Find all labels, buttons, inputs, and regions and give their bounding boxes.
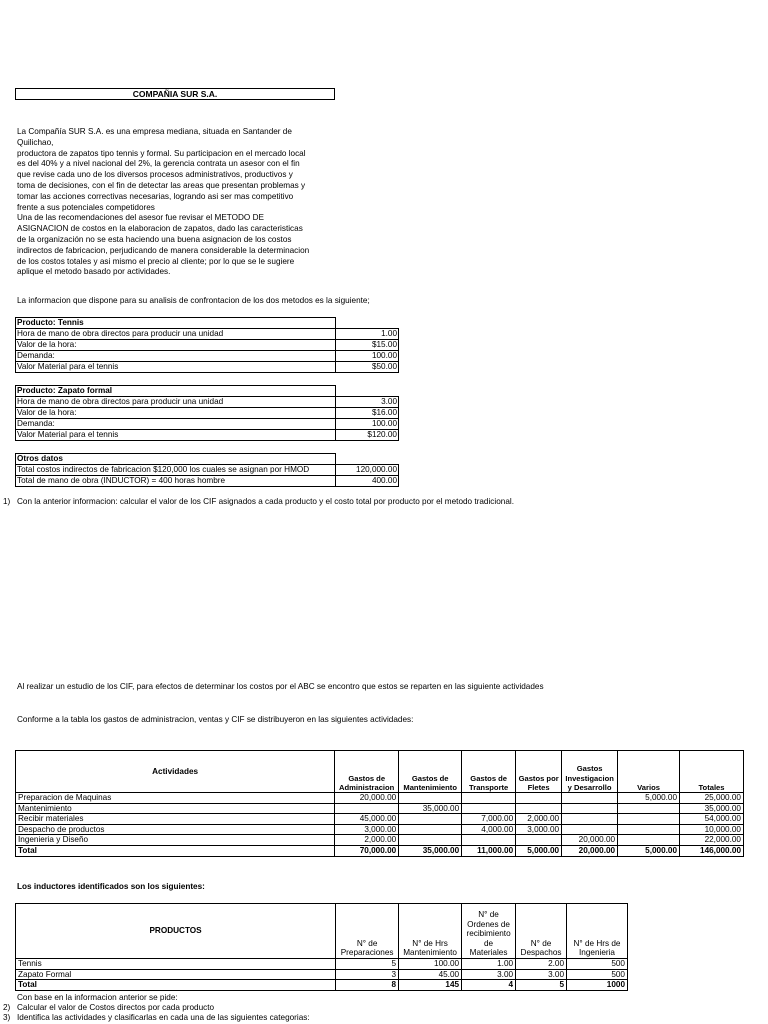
product-total-label: Total (16, 980, 336, 991)
activity-cell: 7,000.00 (462, 814, 516, 825)
abc-line: Al realizar un estudio de los CIF, para efectos de determinar los costos por el ABC se encontro que estos se reparten en las siguiente actividades (17, 682, 544, 691)
activity-total-cell: 70,000.00 (335, 845, 399, 856)
otros-label-cif: Total costos indirectos de fabricacion $120,000 los cuales se asignan por HMOD (16, 465, 336, 476)
formal-label-hmod: Hora de mano de obra directos para producir una unidad (16, 397, 336, 408)
intro-paragraph (17, 127, 309, 278)
product-cell: 3 (336, 969, 399, 980)
product-total-cell: 5 (516, 980, 567, 991)
activity-cell: 2,000.00 (335, 835, 399, 846)
intro-line: La Compañía SUR S.A. es una empresa mediana, situada en Santander de (17, 127, 292, 136)
product-cell: 500 (567, 969, 628, 980)
intro-line: toma de decisiones, con el fin de detectar las areas que presentan problemas y (17, 180, 306, 190)
activity-cell (618, 835, 680, 846)
product-total-row (16, 980, 628, 991)
product-cell: 500 (567, 959, 628, 970)
footer-line-text: Calcular el valor de Costos directos por cada producto (17, 1003, 215, 1012)
tennis-label-hmod: Hora de mano de obra directos para producir una unidad (16, 329, 336, 340)
formal-value-demanda: 100.00 (336, 419, 399, 430)
otros-header: Otros datos (16, 454, 336, 465)
activity-cell (618, 824, 680, 835)
activity-row (16, 793, 744, 804)
activity-cell: 3,000.00 (335, 824, 399, 835)
product-cell: 2.00 (516, 959, 567, 970)
otros-value-inductor: 400.00 (336, 476, 399, 487)
product-total-cell: 1000 (567, 980, 628, 991)
activity-cell (516, 835, 562, 846)
company-title: COMPAÑIA SUR S.A. (15, 88, 335, 100)
formal-header: Producto: Zapato formal (16, 386, 336, 397)
product-name: Tennis (16, 959, 336, 970)
tennis-label-material: Valor Material para el tennis (16, 362, 336, 373)
activity-cell (399, 835, 462, 846)
intro-line: que revise cada uno de los diversos procesos administrativos, productivos y (17, 170, 293, 180)
formal-value-hmod: 3.00 (336, 397, 399, 408)
product-total-cell: 145 (399, 980, 462, 991)
activity-cell (562, 793, 618, 804)
activity-cell: 54,000.00 (680, 814, 744, 825)
intro-line: Una de las recomendaciones del asesor fue revisar el METODO DE (17, 213, 264, 223)
activity-cell: 2,000.00 (516, 814, 562, 825)
formal-label-hora: Valor de la hora: (16, 408, 336, 419)
activity-name: Ingenieria y Diseño (16, 835, 335, 846)
activities-header-totales: Totales (680, 751, 744, 793)
intro-line: de los costos totales y asi mismo el precio al cliente; por lo que se le sugiere (17, 256, 295, 266)
activity-name: Mantenimiento (16, 803, 335, 814)
intro-line: indirectos de fabricacion, perjudicando de manera considerable la determinacion (17, 245, 310, 255)
activity-cell (618, 814, 680, 825)
products-header-mantenimiento: N° de Hrs Mantenimiento (399, 904, 462, 959)
info-line: La informacion que dispone para su analisis de confrontacion de los dos metodos es la siguiente; (17, 296, 370, 305)
footer-line-text: Identifica las actividades y clasificarlas en cada una de las siguientes categorias: (17, 1013, 310, 1022)
product-cell: 1.00 (462, 959, 516, 970)
activity-total-cell: 5,000.00 (618, 845, 680, 856)
activities-header-transporte: Gastos de Transporte (462, 751, 516, 793)
activity-cell (462, 793, 516, 804)
product-cell: 5 (336, 959, 399, 970)
otros-table (15, 453, 399, 487)
activity-total-cell: 146,000.00 (680, 845, 744, 856)
activity-cell (462, 835, 516, 846)
formal-value-material: $120.00 (336, 430, 399, 441)
footer-line-number: 2) (3, 1003, 11, 1012)
intro-line: aplique el metodo basado por actividades. (17, 267, 171, 277)
activity-row (16, 814, 744, 825)
activity-cell: 5,000.00 (618, 793, 680, 804)
intro-line: Quilichao, (17, 137, 54, 147)
activity-cell (399, 793, 462, 804)
formal-value-hora: $16.00 (336, 408, 399, 419)
otros-label-inductor: Total de mano de obra (INDUCTOR) = 400 horas hombre (16, 476, 336, 487)
activity-cell (618, 803, 680, 814)
products-header-productos: PRODUCTOS (16, 904, 336, 959)
activities-header-actividades: Actividades (16, 751, 335, 793)
activity-cell: 20,000.00 (335, 793, 399, 804)
activity-cell: 22,000.00 (680, 835, 744, 846)
tennis-label-hora: Valor de la hora: (16, 340, 336, 351)
product-total-cell: 8 (336, 980, 399, 991)
intro-line: ASIGNACION de costos en la elaboracion de zapatos, dado las caracteristicas (17, 224, 303, 234)
product-cell: 3.00 (516, 969, 567, 980)
activity-name: Despacho de productos (16, 824, 335, 835)
activity-name: Preparacion de Maquinas (16, 793, 335, 804)
activity-total-cell: 5,000.00 (516, 845, 562, 856)
activity-cell: 10,000.00 (680, 824, 744, 835)
question-1-text: Con la anterior informacion: calcular el valor de los CIF asignados a cada producto y el costo total por producto por el metodo tradicional. (17, 497, 514, 506)
product-name: Zapato Formal (16, 969, 336, 980)
activities-header-mant: Gastos de Mantenimiento (399, 751, 462, 793)
activity-cell (562, 824, 618, 835)
activities-header-fletes: Gastos por Fletes (516, 751, 562, 793)
products-header-ingenieria: N° de Hrs de Ingenieria (567, 904, 628, 959)
tennis-value-material: $50.00 (336, 362, 399, 373)
tennis-value-hora: $15.00 (336, 340, 399, 351)
tennis-label-demanda: Demanda: (16, 351, 336, 362)
activity-cell (562, 814, 618, 825)
formal-label-material: Valor Material para el tennis (16, 430, 336, 441)
product-row (16, 959, 628, 970)
activities-header-varios: Varios (618, 751, 680, 793)
activity-cell (462, 803, 516, 814)
products-header-preparaciones: N° de Preparaciones (336, 904, 399, 959)
activity-total-cell: 35,000.00 (399, 845, 462, 856)
inductores-line: Los inductores identificados son los siguientes: (17, 882, 205, 891)
activity-row (16, 824, 744, 835)
activity-cell: 25,000.00 (680, 793, 744, 804)
product-row (16, 969, 628, 980)
intro-line: productora de zapatos tipo tennis y formal. Su participacion en el mercado local (17, 148, 306, 158)
activity-cell (399, 824, 462, 835)
formal-label-demanda: Demanda: (16, 419, 336, 430)
product-total-cell: 4 (462, 980, 516, 991)
products-table (15, 903, 628, 991)
activity-name: Recibir materiales (16, 814, 335, 825)
footer-line-number: 3) (3, 1013, 11, 1022)
tennis-table (15, 317, 399, 373)
product-cell: 45.00 (399, 969, 462, 980)
footer-line-text: Con base en la informacion anterior se pide: (17, 993, 178, 1002)
intro-line: es del 40% y a nivel nacional del 2%, la gerencia contrata un asesor con el fin (17, 159, 300, 169)
activity-cell (399, 814, 462, 825)
product-cell: 3.00 (462, 969, 516, 980)
products-header-despachos: N° de Despachos (516, 904, 567, 959)
activity-cell (516, 793, 562, 804)
activity-cell (516, 803, 562, 814)
tennis-value-demanda: 100.00 (336, 351, 399, 362)
activity-cell (335, 803, 399, 814)
intro-line: frente a sus potenciales competidores (17, 202, 155, 212)
activity-cell: 3,000.00 (516, 824, 562, 835)
activity-total-cell: 11,000.00 (462, 845, 516, 856)
intro-line: de la organización no se esta haciendo una buena asignacion de los costos (17, 234, 292, 244)
tennis-value-hmod: 1.00 (336, 329, 399, 340)
activity-cell: 4,000.00 (462, 824, 516, 835)
activity-row (16, 803, 744, 814)
distribution-line: Conforme a la tabla los gastos de administracion, ventas y CIF se distribuyeron en las siguientes actividades: (17, 715, 414, 724)
activity-cell: 45,000.00 (335, 814, 399, 825)
activity-cell (562, 803, 618, 814)
intro-line: tomar las acciones correctivas necesarias, logrando asi ser mas competitivo (17, 191, 294, 201)
activity-total-cell: 20,000.00 (562, 845, 618, 856)
products-header-ordenes: N° de Ordenes de recibimiento de Materiales (462, 904, 516, 959)
question-1-number: 1) (3, 497, 11, 506)
activity-row (16, 835, 744, 846)
activities-header-investigacion: Gastos Investigacion y Desarrollo (562, 751, 618, 793)
activity-total-row (16, 845, 744, 856)
activity-total-label: Total (16, 845, 335, 856)
product-cell: 100.00 (399, 959, 462, 970)
activity-cell: 20,000.00 (562, 835, 618, 846)
activities-header-admin: Gastos de Administracion (335, 751, 399, 793)
otros-value-cif: 120,000.00 (336, 465, 399, 476)
formal-table (15, 385, 399, 441)
activity-cell: 35,000.00 (680, 803, 744, 814)
activities-table (15, 750, 744, 857)
activity-cell: 35,000.00 (399, 803, 462, 814)
tennis-header: Producto: Tennis (16, 318, 336, 329)
